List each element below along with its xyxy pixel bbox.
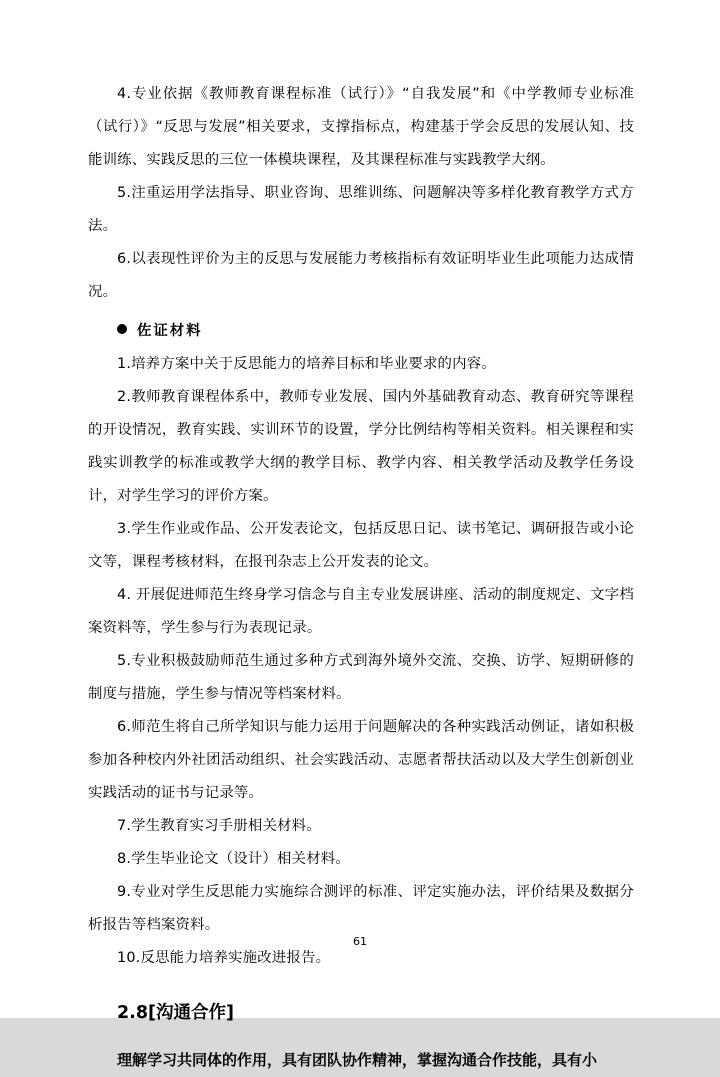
evidence-heading xyxy=(88,315,634,348)
evidence-item-4: 4. 开展促进师范生终身学习信念与自主专业发展讲座、活动的制度规定、文字档案资料等，学生参与行为表现记录。 xyxy=(88,587,634,636)
evidence-item-9: 9.专业对学生反思能力实施综合测评的标准、评定实施办法，评价结果及数据分析报告等档案资料。 xyxy=(88,884,634,933)
evidence-item-10: 10.反思能力培养实施改进报告。 xyxy=(117,950,331,966)
evidence-heading-label: 佐证材料 xyxy=(137,323,203,339)
evidence-item-5: 5.专业积极鼓励师范生通过多种方式到海外境外交流、交换、访学、短期研修的制度与措施，学生参与情况等档案材料。 xyxy=(88,653,634,702)
page-number: 61 xyxy=(353,935,367,948)
paragraph-5: 5.注重运用学法指导、职业咨询、思维训练、问题解决等多样化教育教学方式方法。 xyxy=(88,185,634,234)
evidence-item-1: 1.培养方案中关于反思能力的培养目标和毕业要求的内容。 xyxy=(117,356,496,372)
evidence-item-3: 3.学生作业或作品、公开发表论文，包括反思日记、读书笔记、调研报告或小论文等，课程考核材料，在报刊杂志上公开发表的论文。 xyxy=(88,521,634,570)
page-content xyxy=(88,78,634,1077)
bullet-dot-icon xyxy=(117,324,127,334)
paragraph-4: 4.专业依据《教师教育课程标准（试行）》“自我发展”和《中学教师专业标准（试行）》“反思与发展”相关要求，支撑指标点，构建基于学会反思的发展认知、技能训练、实践反思的三位一体模块课程，及其课程标准与实践教学大纲。 xyxy=(88,86,634,168)
evidence-item-6: 6.师范生将自己所学知识与能力运用于问题解决的各种实践活动例证，诸如积极参加各种校内外社团活动组织、社会实践活动、志愿者帮扶活动以及大学生创新创业实践活动的证书与记录等。 xyxy=(88,719,634,801)
evidence-item-2: 2.教师教育课程体系中，教师专业发展、国内外基础教育动态、教育研究等课程的开设情况，教育实践、实训环节的设置，学分比例结构等相关资料。相关课程和实践实训教学的标准或教学大纲的教学目标、教学内容、相关教学活动及教学任务设计，对学生学习的评价方案。 xyxy=(88,389,634,504)
paragraph-6: 6.以表现性评价为主的反思与发展能力考核指标有效证明毕业生此项能力达成情况。 xyxy=(88,251,634,300)
section-heading: 2.8[沟通合作] xyxy=(117,1003,234,1023)
evidence-item-8: 8.学生毕业论文（设计）相关材料。 xyxy=(117,851,350,867)
section-intro-paragraph: 理解学习共同体的作用，具有团队协作精神，掌握沟通合作技能，具有小 xyxy=(117,1051,598,1069)
evidence-item-7: 7.学生教育实习手册相关材料。 xyxy=(117,818,321,834)
